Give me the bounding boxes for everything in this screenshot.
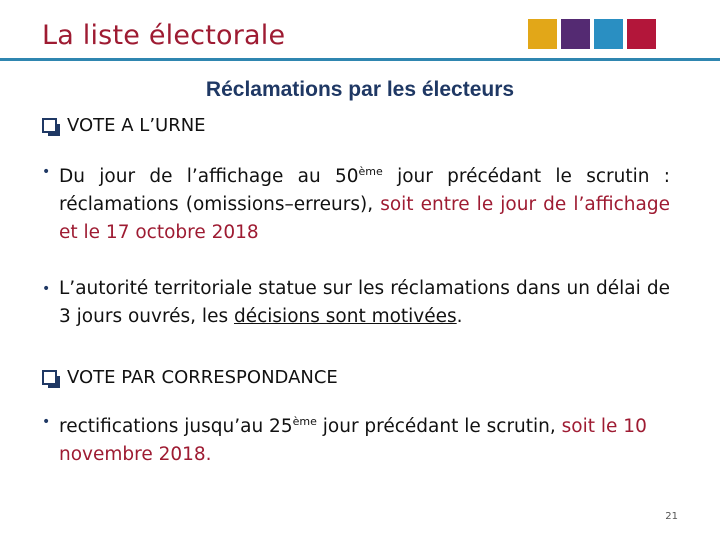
paragraph-text: L’autorité territoriale statue sur les réclamations dans un délai de 3 jours ouvrés, les décisions sont motivées. [59,278,670,327]
section-heading-text: VOTE A L’URNE [67,115,206,136]
accent-square-yellow [528,19,557,49]
bullet-icon: • [42,164,51,180]
paragraph-autorite [42,275,670,331]
checkbox-bullet-icon [42,118,57,133]
accent-square-blue [594,19,623,49]
section-heading-text: VOTE PAR CORRESPONDANCE [67,367,338,388]
paragraph-affichage [42,158,670,247]
page-number: 21 [665,511,678,522]
slide-title: La liste électorale [42,20,286,51]
paragraph-text: rectifications jusqu’au 25ème jour précédant le scrutin, soit le 10 novembre 2018. [59,415,647,466]
checkbox-bullet-icon [42,370,57,385]
header-divider [0,58,720,61]
paragraph-text: Du jour de l’affichage au 50ème jour précédant le scrutin : réclamations (omissions–erreurs), soit entre le jour de l’affichage et le 17 octobre 2018 [59,165,670,244]
section-heading-vote-urne [42,115,206,136]
bullet-icon: • [42,281,51,297]
bullet-icon: • [42,414,51,430]
section-heading-correspondance [42,367,338,388]
accent-square-purple [561,19,590,49]
accent-square-red [627,19,656,49]
color-squares [528,19,656,49]
paragraph-rectifications [42,408,670,469]
slide-subtitle: Réclamations par les électeurs [205,78,515,101]
